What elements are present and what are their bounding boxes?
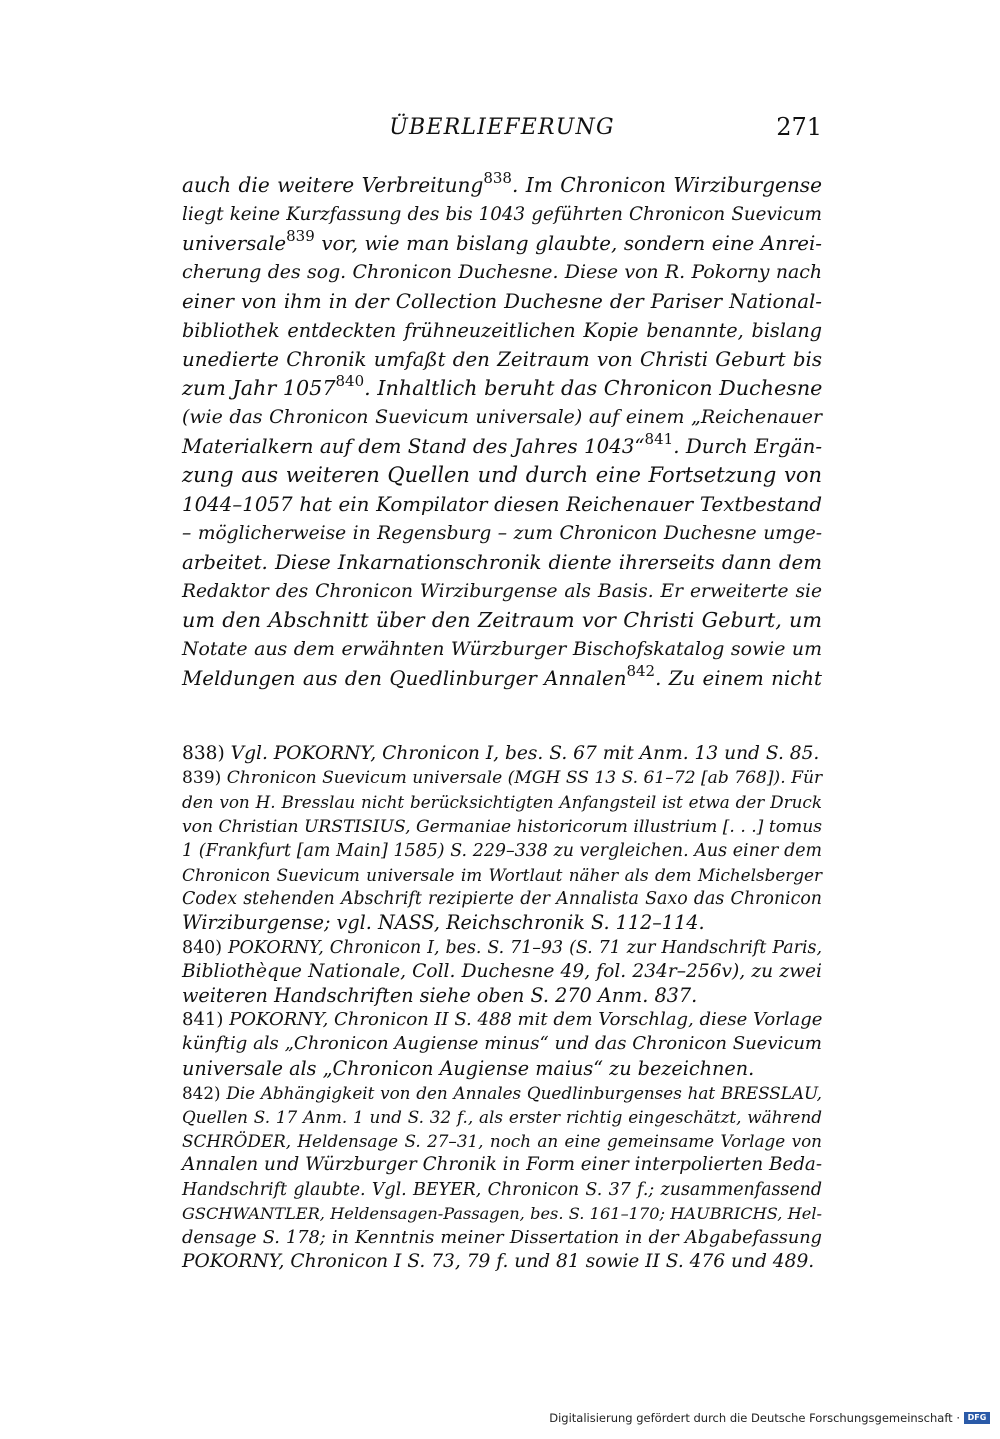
footnote-line — [182, 839, 822, 863]
footnote-number: 839) — [182, 768, 222, 789]
body-line — [182, 635, 822, 664]
body-line-text: 1044–1057 hat ein Kompilator diesen Reichenauer Textbestand — [182, 493, 822, 516]
footnote-text: von Christian URSTISIUS, Germaniae historicorum illustrium [. . .] tomus — [182, 816, 822, 837]
digitization-credit — [549, 1411, 990, 1425]
main-text — [182, 171, 822, 693]
page-number: 271 — [776, 113, 822, 141]
footnote-reference: 842 — [626, 662, 656, 680]
footnote-text: Chronicon Suevicum universale im Wortlaut näher als dem Michelsberger — [182, 865, 822, 886]
footnote-text: Annalen und Würzburger Chronik in Form einer interpolierten Beda- — [182, 1154, 822, 1176]
footnote-text: Quellen S. 17 Anm. 1 und S. 32 f., als erster richtig eingeschätzt, während — [182, 1107, 822, 1128]
body-line-text: universale — [182, 232, 287, 255]
footnote-text: Codex stehenden Abschrift rezipierte der Annalista Saxo das Chronicon — [182, 889, 822, 910]
footnote-text: POKORNY, Chronicon II S. 488 mit dem Vorschlag, diese Vorlage — [223, 1009, 823, 1031]
body-line-text: . Durch Ergän- — [673, 435, 822, 458]
footnote-line — [182, 1226, 822, 1250]
body-line-text: arbeitet. Diese Inkarnationschronik diente ihrerseits dann dem — [182, 551, 822, 574]
footnote-reference: 840 — [335, 372, 365, 390]
body-line — [182, 374, 822, 403]
footnote-text: Bibliothèque Nationale, Coll. Duchesne 49, fol. 234r–256v), zu zwei — [182, 960, 822, 982]
footnote-text: Chronicon Suevicum universale (MGH SS 13 S. 61–72 [ab 768]). Für — [221, 768, 823, 789]
footnote-text: weiteren Handschriften siehe oben S. 270 Anm. 837. — [182, 984, 698, 1008]
running-head — [182, 113, 822, 147]
footnote-text: POKORNY, Chronicon I S. 73, 79 f. und 81 sowie II S. 476 und 489. — [182, 1251, 815, 1273]
body-line — [182, 229, 822, 258]
footnote-text: den von H. Bresslau nicht berücksichtigten Anfangsteil ist etwa der Druck — [182, 792, 822, 813]
footnote-number: 840) — [182, 937, 222, 958]
body-line — [182, 606, 822, 635]
body-line — [182, 519, 822, 548]
footnotes — [182, 742, 822, 1274]
footnote-line — [182, 1081, 822, 1105]
body-line — [182, 548, 822, 577]
body-line — [182, 171, 822, 200]
body-line-text: cherung des sog. Chronicon Duchesne. Diese von R. Pokorny nach — [182, 261, 822, 283]
footnote-line — [182, 766, 822, 790]
body-line — [182, 200, 822, 229]
footnote-line — [182, 815, 822, 839]
footnote-text: Handschrift glaubte. Vgl. BEYER, Chronicon S. 37 f.; zusammenfassend — [182, 1179, 822, 1200]
footnote-line — [182, 1105, 822, 1129]
footnote-text: universale als „Chronicon Augiense maius“ zu bezeichnen. — [182, 1056, 755, 1080]
body-line-text: um den Abschnitt über den Zeitraum vor Christi Geburt, um — [182, 608, 822, 632]
footnote-line — [182, 1129, 822, 1153]
body-line-text: zung aus weiteren Quellen und durch eine Fortsetzung von — [182, 463, 822, 487]
footnote-line — [182, 1153, 822, 1177]
footnote-line — [182, 984, 822, 1008]
footnote-text: POKORNY, Chronicon I, bes. S. 71–93 (S. 71 zur Handschrift Paris, — [221, 937, 822, 958]
footnote-number: 838) — [182, 743, 225, 764]
body-line-text: – möglicherweise in Regensburg – zum Chronicon Duchesne umge- — [182, 523, 822, 544]
body-line-text: Meldungen aus den Quedlinburger Annalen — [182, 667, 627, 690]
footnote-line — [182, 1008, 822, 1032]
running-title: ÜBERLIEFERUNG — [389, 115, 615, 140]
body-line — [182, 490, 822, 519]
body-line-text: Redaktor des Chronicon Wirziburgense als Basis. Er erweiterte sie — [182, 581, 822, 602]
footnote-text: densage S. 178; in Kenntnis meiner Dissertation in der Abgabefassung — [182, 1228, 822, 1249]
body-line — [182, 287, 822, 316]
body-line-text: vor, wie man bislang glaubte, sondern eine Anrei- — [314, 232, 822, 255]
footnote-reference: 838 — [483, 169, 512, 187]
footnote-line — [182, 1202, 822, 1226]
body-line-text: unedierte Chronik umfaßt den Zeitraum von Christi Geburt bis — [182, 348, 822, 371]
body-line-text: auch die weitere Verbreitung — [182, 173, 484, 197]
footnote-number: 842) — [182, 1082, 221, 1103]
footnote-line — [182, 1178, 822, 1202]
body-line-text: liegt keine Kurzfassung des bis 1043 geführten Chronicon Suevicum — [182, 204, 822, 225]
footnote-line — [182, 887, 822, 911]
body-line-text: zum Jahr 1057 — [182, 376, 336, 400]
body-line — [182, 403, 822, 432]
dfg-logo-icon: DFG — [964, 1412, 990, 1424]
body-line — [182, 461, 822, 490]
footnote-text: Vgl. POKORNY, Chronicon I, bes. S. 67 mit Anm. 13 und S. 85. — [224, 743, 820, 764]
body-line-text: Notate aus dem erwähnten Würzburger Bischofskatalog sowie um — [182, 638, 822, 660]
footnote-text: 1 (Frankfurt [am Main] 1585) S. 229–338 zu vergleichen. Aus einer dem — [182, 840, 822, 861]
footnote-line — [182, 1057, 822, 1081]
footnote-line — [182, 1250, 822, 1274]
footnote-line — [182, 960, 822, 984]
body-line — [182, 345, 822, 374]
footnote-reference: 839 — [286, 227, 315, 245]
body-line — [182, 432, 822, 461]
body-line — [182, 664, 822, 693]
footnote-reference: 841 — [644, 430, 674, 448]
footnote-line — [182, 1032, 822, 1056]
footnote-text: GSCHWANTLER, Heldensagen-Passagen, bes. S. 161–170; HAUBRICHS, Hel- — [182, 1203, 822, 1223]
footnote-line — [182, 863, 822, 887]
body-line — [182, 577, 822, 606]
body-line-text: . Im Chronicon Wirziburgense — [511, 173, 822, 197]
footnote-number: 841) — [182, 1009, 224, 1031]
body-line-text: . Zu einem nicht — [655, 667, 822, 690]
footnote-line — [182, 936, 822, 960]
footnote-text: künftig als „Chronicon Augiense minus“ und das Chronicon Suevicum — [182, 1033, 822, 1055]
body-line-text: bibliothek entdeckten frühneuzeitlichen Kopie benannte, bislang — [182, 319, 822, 342]
body-line — [182, 316, 822, 345]
footnote-text: Wirziburgense; vgl. NASS, Reichschronik S. 112–114. — [182, 911, 705, 935]
body-line-text: Materialkern auf dem Stand des Jahres 1043“ — [182, 435, 645, 458]
footnote-line — [182, 742, 822, 766]
body-line-text: einer von ihm in der Collection Duchesne der Pariser National- — [182, 290, 822, 313]
footnote-line — [182, 911, 822, 935]
body-line-text: . Inhaltlich beruht das Chronicon Duchesne — [364, 376, 823, 400]
footnote-text: Die Abhängigkeit von den Annales Quedlinburgenses hat BRESSLAU, — [220, 1082, 822, 1103]
footnote-line — [182, 790, 822, 814]
body-line-text: (wie das Chronicon Suevicum universale) auf einem „Reichenauer — [182, 406, 822, 428]
body-line — [182, 258, 822, 287]
footnote-text: SCHRÖDER, Heldensage S. 27–31, noch an eine gemeinsame Vorlage von — [182, 1131, 822, 1152]
credit-text: Digitalisierung gefördert durch die Deutsche Forschungsgemeinschaft · — [549, 1411, 960, 1425]
